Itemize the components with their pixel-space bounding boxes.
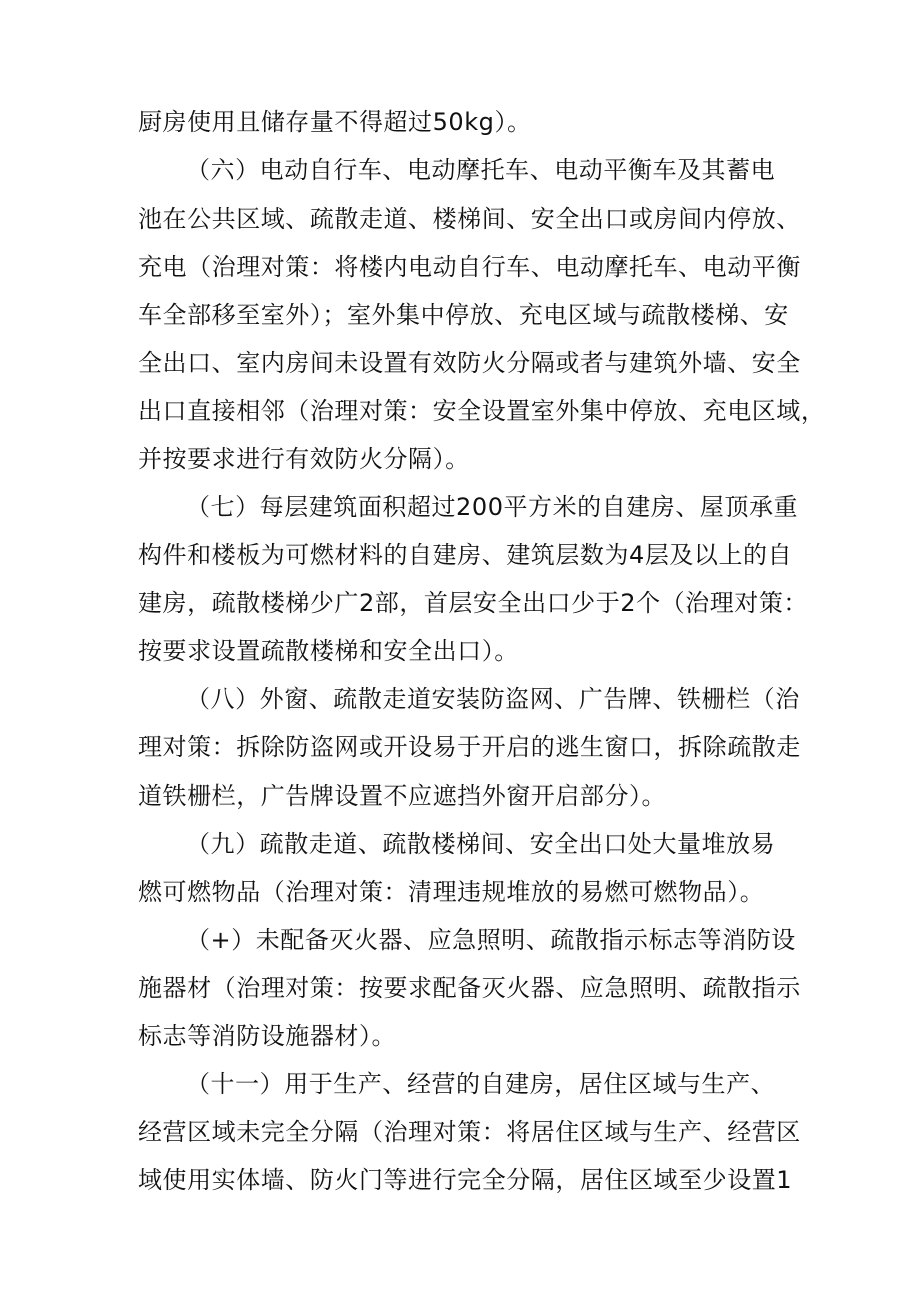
paragraph-11-line-1: （十一）用于生产、经营的自建房，居住区域与生产、 (186, 1070, 776, 1098)
text-line: 池在公共区域、疏散走道、楼梯间、安全出口或房间内停放、 (138, 205, 801, 233)
text-line: 理对策：拆除防盗网或开设易于开启的逃生窗口，拆除疏散走 (138, 733, 801, 761)
text-line: 车全部移至室外）；室外集中停放、充电区域与疏散楼梯、安 (138, 301, 789, 329)
text-line: 施器材（治理对策：按要求配备灭火器、应急照明、疏散指示 (138, 974, 801, 1002)
text-line: 出口直接相邻（治理对策：安全设置室外集中停放、充电区域， (138, 397, 826, 425)
text-line: 经营区域未完全分隔（治理对策：将居住区域与生产、经营区 (138, 1118, 801, 1146)
text-line: 标志等消防设施器材）。 (138, 1022, 397, 1050)
text-line: 全出口、室内房间未设置有效防火分隔或者与建筑外墙、安全 (138, 349, 801, 377)
text-line: 燃可燃物品（治理对策：清理违规堆放的易燃可燃物品）。 (138, 878, 765, 906)
paragraph-10-line-1: （+）未配备灭火器、应急照明、疏散指示标志等消防设 (186, 926, 796, 954)
paragraph-6-line-1: （六）电动自行车、电动摩托车、电动平衡车及其蓄电 (186, 156, 776, 184)
text-line: 厨房使用且储存量不得超过50kg）。 (138, 108, 532, 136)
text-line: 充电（治理对策：将楼内电动自行车、电动摩托车、电动平衡 (138, 253, 801, 281)
text-line: 域使用实体墙、防火门等进行完全分隔，居住区域至少设置1 (138, 1166, 793, 1194)
text-line: 道铁栅栏，广告牌设置不应遮挡外窗开启部分）。 (138, 782, 667, 810)
text-line: 并按要求进行有效防火分隔）。 (138, 445, 470, 473)
text-line: 构件和楼板为可燃材料的自建房、建筑层数为4层及以上的自 (138, 541, 793, 569)
paragraph-7-line-1: （七）每层建筑面积超过200平方米的自建房、屋顶承重 (186, 493, 799, 521)
paragraph-8-line-1: （八）外窗、疏散走道安装防盗网、广告牌、铁栅栏（治 (186, 685, 800, 713)
text-line: 按要求设置疏散楼梯和安全出口）。 (138, 637, 519, 665)
paragraph-9-line-1: （九）疏散走道、疏散楼梯间、安全出口处大量堆放易 (186, 830, 776, 858)
text-line: 建房，疏散楼梯少广2部，首层安全出口少于2个（治理对策： (138, 589, 808, 617)
